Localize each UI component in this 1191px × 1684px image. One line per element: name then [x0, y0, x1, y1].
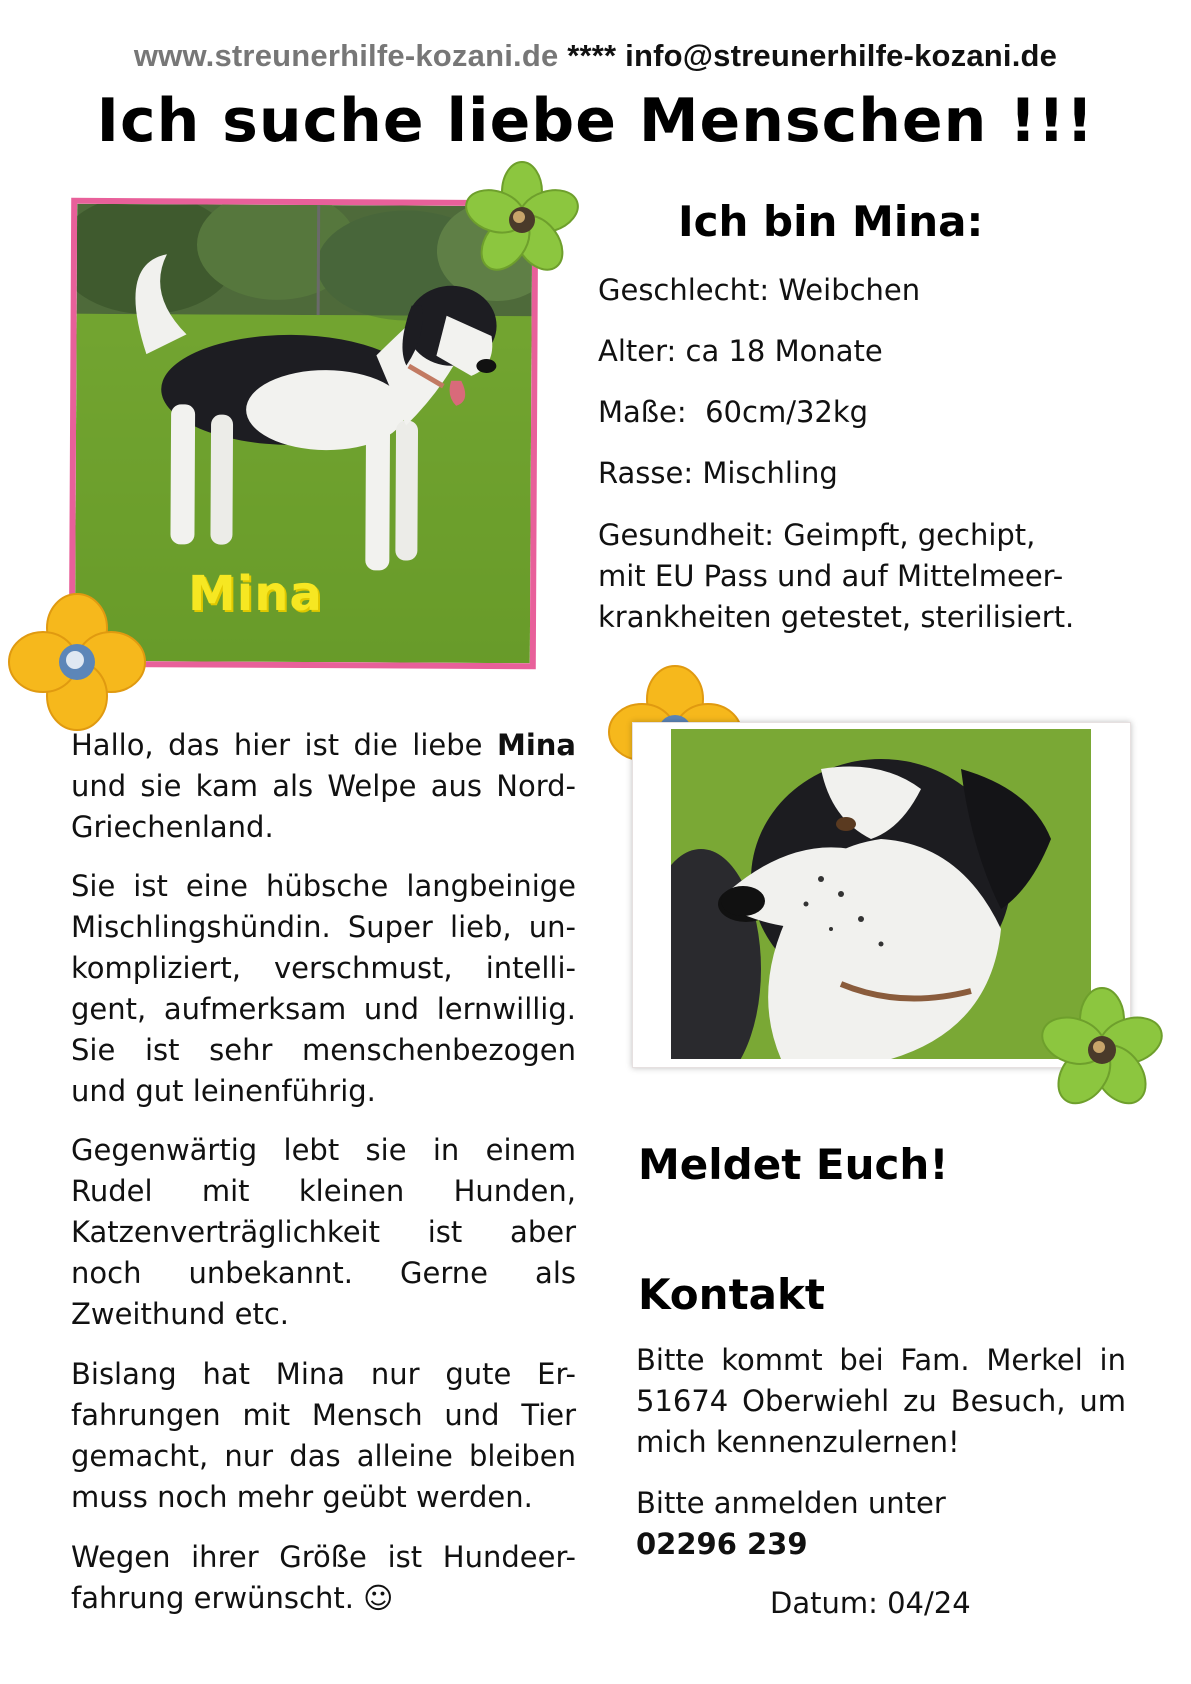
header-contact-line — [0, 38, 1191, 74]
profile-health-1: Gesundheit: Geimpft, gechipt, — [598, 518, 1036, 552]
description-paragraph-4: Bislang hat Mina nur gute Er-fahrungen mit Mensch und Tier gemacht, nur das alleine bleiben muss noch mehr geübt werden. — [71, 1357, 576, 1514]
profile-size: Maße: 60cm/32kg — [598, 395, 869, 429]
description-paragraph-3: Gegenwärtig lebt sie in einem Rudel mit kleinen Hunden, Katzenverträglichkeit ist aber noch unbekannt. Gerne als Zweithund etc. — [71, 1133, 576, 1331]
description-paragraph-5: Wegen ihrer Größe ist Hundeer-fahrung erwünscht. ☺ — [71, 1540, 576, 1615]
call-to-action: Meldet Euch! — [638, 1140, 949, 1189]
green-flower-decoration-bottom — [1037, 985, 1167, 1115]
flower-icon — [1037, 985, 1167, 1115]
description-intro: Hallo, das hier ist die liebe — [71, 728, 497, 762]
contact-register-text: Bitte anmelden unter — [636, 1486, 946, 1520]
contact-visit-text: Bitte kommt bei Fam. Merkel in 51674 Oberwiehl zu Besuch, um mich kennenzulernen! — [636, 1343, 1126, 1459]
yellow-flower-decoration-left — [5, 590, 150, 735]
description-paragraph-1 — [71, 725, 576, 848]
description-dog-name: Mina — [496, 728, 576, 762]
description-origin: und sie kam als Welpe aus Nord-Griechenland. — [71, 769, 576, 844]
dog-photo-portrait — [671, 729, 1091, 1059]
profile-breed: Rasse: Mischling — [598, 456, 838, 490]
flower-icon — [5, 590, 150, 735]
profile-age: Alter: ca 18 Monate — [598, 334, 883, 368]
description-paragraph-2: Sie ist eine hübsche langbeinige Mischlingshündin. Super lieb, un-kompliziert, verschmust, intelli-gent, aufmerksam und lernwillig. Sie ist sehr menschenbezogen und gut leinenführig. — [71, 869, 576, 1108]
profile-title: Ich bin Mina: — [678, 197, 984, 246]
flyer-date: Datum: 04/24 — [770, 1586, 971, 1620]
page-headline: Ich suche liebe Menschen !!! — [96, 86, 1095, 156]
dog-name-label: Mina — [188, 566, 323, 622]
profile-health-2: mit EU Pass und auf Mittelmeer- — [598, 559, 1064, 593]
dog-portrait-illustration — [671, 729, 1091, 1059]
contact-title: Kontakt — [638, 1270, 825, 1319]
green-flower-decoration-top — [462, 160, 582, 280]
flower-icon — [462, 160, 582, 280]
contact-phone[interactable]: 02296 239 — [636, 1527, 808, 1561]
website-link[interactable]: www.streunerhilfe-kozani.de — [133, 38, 559, 73]
email-link[interactable]: info@streunerhilfe-kozani.de — [625, 38, 1058, 73]
profile-health-3: krankheiten getestet, sterilisiert. — [598, 600, 1075, 634]
profile-gender: Geschlecht: Weibchen — [598, 273, 921, 307]
header-separator: **** — [567, 38, 617, 73]
